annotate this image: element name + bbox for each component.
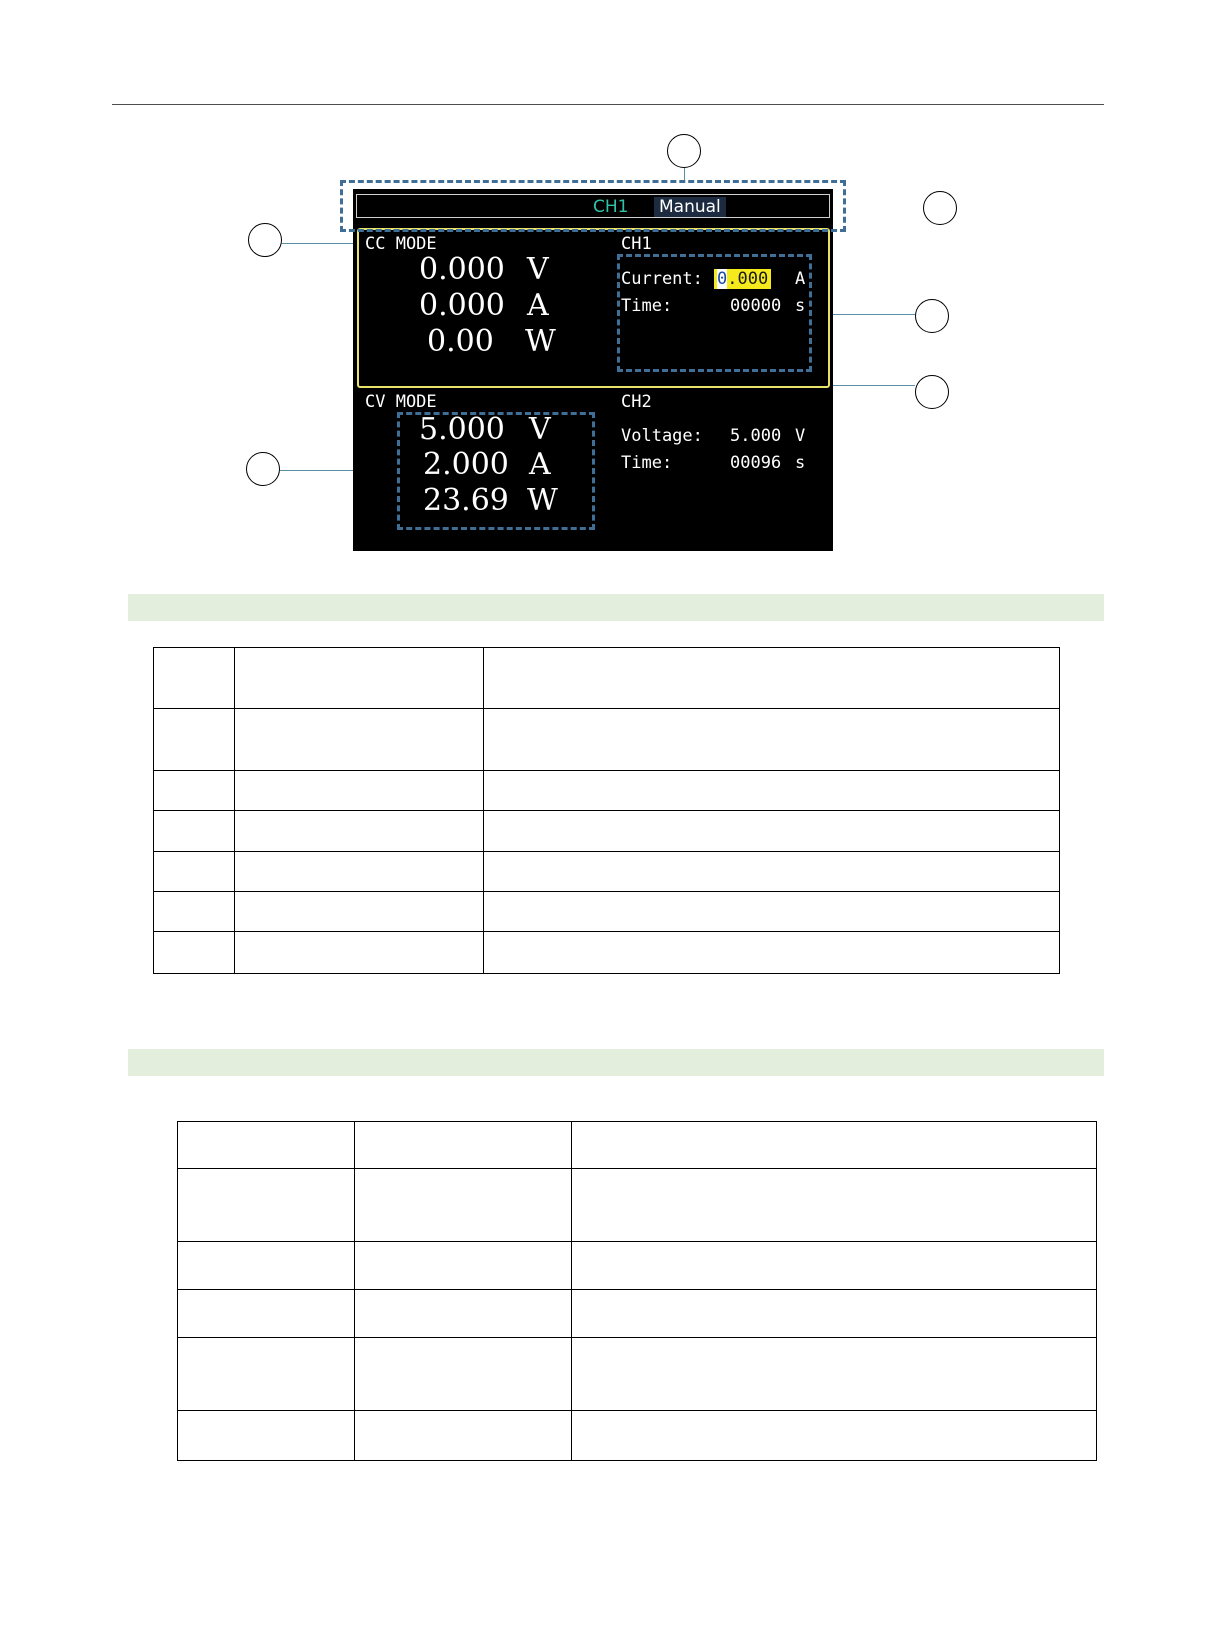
ch2-setting-value: 5.000: [730, 426, 782, 446]
section-header-bar-1: [128, 594, 1104, 621]
ch2-current-unit: A: [529, 447, 551, 482]
ch1-time-label: Time:: [621, 296, 673, 316]
description-table-2: [177, 1121, 1097, 1461]
ch2-voltage-unit: V: [529, 412, 551, 447]
ch2-current-reading: 2.000: [423, 447, 509, 482]
ch1-current-reading: 0.000: [419, 288, 505, 323]
ch2-setting-label: Voltage:: [621, 426, 703, 446]
ch2-time-value: 00096: [730, 453, 782, 473]
ch1-power-reading: 0.00: [427, 324, 494, 359]
callout-circle-2: [923, 191, 957, 225]
ch1-setting-value: .000: [727, 269, 769, 289]
ch1-time-unit: s: [795, 296, 806, 316]
ch1-setting-unit: A: [795, 269, 806, 289]
ch1-voltage-unit: V: [527, 252, 549, 287]
leader-line-5: [820, 385, 915, 386]
ch1-power-unit: W: [525, 324, 556, 359]
ch2-power-unit: W: [527, 483, 558, 518]
ch2-channel-label: CH2: [621, 392, 652, 412]
leader-line-3: [282, 243, 356, 244]
operation-mode-label: Manual: [654, 197, 726, 217]
callout-circle-4: [915, 299, 949, 333]
ch1-voltage-reading: 0.000: [419, 252, 505, 287]
page-header-rule: [112, 104, 1104, 105]
ch1-channel-label: CH1: [621, 234, 652, 254]
section-header-bar-2: [128, 1049, 1104, 1076]
callout-box-settings: [617, 254, 812, 372]
ch1-current-unit: A: [527, 288, 549, 323]
callout-box-readings: [397, 412, 595, 530]
ch1-setting-label: Current:: [621, 269, 703, 289]
ch2-power-reading: 23.69: [423, 483, 509, 518]
ch2-mode-label: CV MODE: [365, 392, 437, 412]
ch2-voltage-reading: 5.000: [419, 412, 505, 447]
ch2-time-unit: s: [795, 453, 806, 473]
callout-circle-1: [667, 134, 701, 168]
callout-circle-6: [246, 452, 280, 486]
ch1-mode-label: CC MODE: [365, 234, 437, 254]
callout-box-status-bar: [340, 180, 846, 232]
ch1-time-value: 00000: [730, 296, 782, 316]
description-table-1: [153, 647, 1060, 974]
callout-circle-3: [248, 223, 282, 257]
ch2-setting-unit: V: [795, 426, 806, 446]
active-channel-label: CH1: [593, 197, 629, 217]
ch2-time-label: Time:: [621, 453, 673, 473]
callout-circle-5: [915, 375, 949, 409]
edit-cursor: 0: [717, 269, 728, 289]
